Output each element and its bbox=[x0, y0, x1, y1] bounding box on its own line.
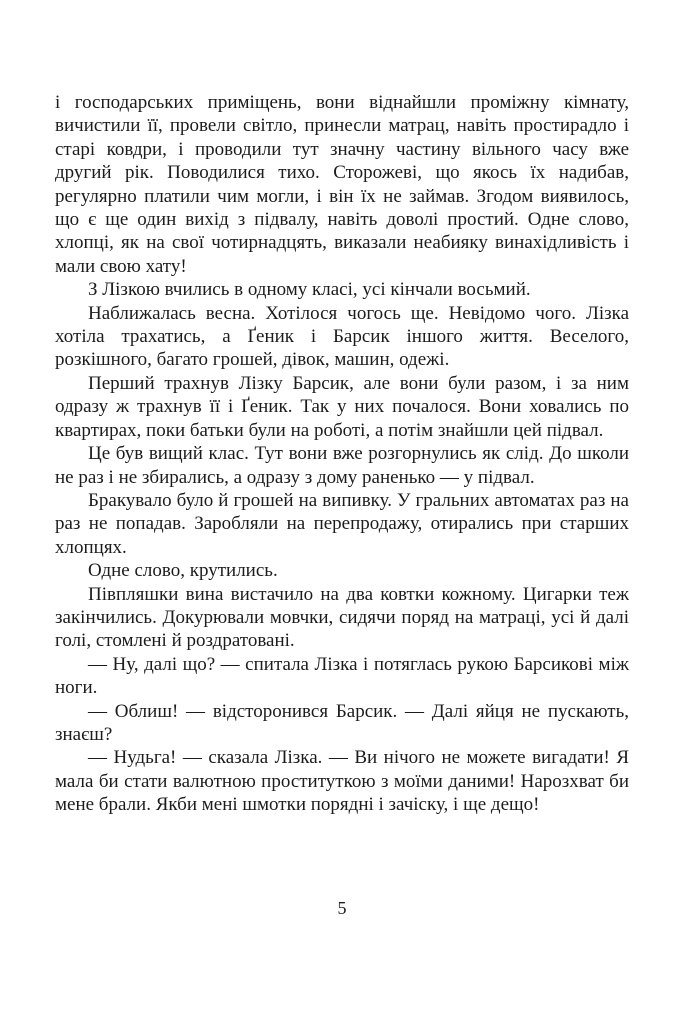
paragraph: Одне слово, крутились. bbox=[88, 560, 278, 582]
paragraph: Наближалась весна. Хотілося чогось ще. Невідомо чого. Лізка хотіла трахатись, а Ґеник і Барсик іншого життя. Веселого, розкішного, багато грошей, дівок, машин, одежі. bbox=[55, 302, 629, 371]
paragraph: Півпляшки вина вистачило на два ковтки кожному. Цигарки теж закінчились. Докурювали мовчки, сидячи поряд на матраці, усі й далі голі, стомлені й роздратовані. bbox=[55, 583, 629, 652]
paragraph: — Ну, далі що? — спитала Лізка і потяглась рукою Барсикові між ноги. bbox=[55, 653, 629, 699]
paragraph: — Нудьга! — сказала Лізка. — Ви нічого не можете вигадати! Я мала би стати валютною проституткою з моїми даними! Нарозхват би мене брали. Якби мені шмотки порядні і зачіску, і ще дещо! bbox=[55, 747, 629, 816]
paragraph: Перший трахнув Лізку Барсик, але вони були разом, і за ним одразу ж трахнув її і Ґеник. Так у них почалося. Вони ховались по квартирах, поки батьки були на роботі, а потім знайшли цей підвал. bbox=[55, 372, 629, 441]
paragraph: Бракувало було й грошей на випивку. У гральних автоматах раз на раз не попадав. Заробляли на перепродажу, отирались при старших хлопцях. bbox=[55, 489, 629, 558]
page-number: 5 bbox=[337, 898, 347, 918]
paragraph: і господарських приміщень, вони віднайшли проміжну кімнату, вичистили її, провели світло, принесли матрац, навіть простирадло і старі ковдри, і проводили тут значну частину вільного часу вже другий рік. Поводилися тихо. Сторожеві, що якось їх надибав, регулярно платили чим могли, і він їх не займав. Згодом виявилось, що є ще один вихід з підвалу, навіть доволі простий. Одне слово, хлопці, як на свої чотирнадцять, виказали неабияку винахідливість і мали свою хату! bbox=[55, 92, 629, 277]
paragraph: З Лізкою вчились в одному класі, усі кінчали восьмий. bbox=[88, 279, 531, 301]
text-block bbox=[55, 91, 629, 817]
paragraph: Це був вищий клас. Тут вони вже розгорнулись як слід. До школи не раз і не збирались, а одразу з дому раненько — у підвал. bbox=[55, 443, 629, 488]
paragraph: — Облиш! — відсторонився Барсик. — Далі яйця не пускають, знаєш? bbox=[55, 700, 629, 745]
